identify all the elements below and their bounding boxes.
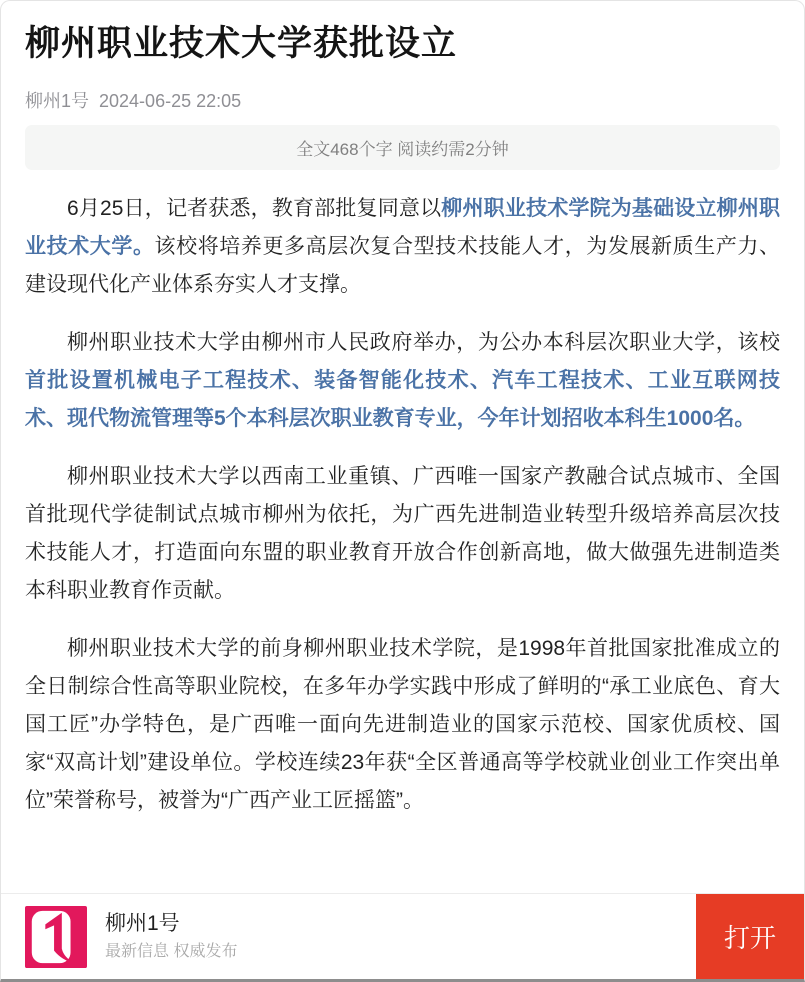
page-title: 柳州职业技术大学获批设立 bbox=[25, 24, 458, 63]
byline-source: 柳州1号 bbox=[25, 91, 90, 111]
byline bbox=[25, 89, 780, 113]
body-text: 柳州职业技术大学以西南工业重镇、广西唯一国家产教融合试点城市、全国首批现代学徒制试点城市柳州为依托，为广西先进制造业转型升级培养高层次技术技能人才，打造面向东盟的职业教育开放合作创新高地，做大做强先进制造类本科职业教育作贡献。 bbox=[25, 465, 780, 602]
open-app-button[interactable]: 打开 bbox=[696, 894, 804, 979]
article-body bbox=[25, 190, 780, 820]
app-logo-icon bbox=[25, 906, 87, 968]
byline-timestamp: 2024-06-25 22:05 bbox=[99, 91, 242, 111]
body-text: 柳州职业技术大学由柳州市人民政府举办，为公办本科层次职业大学，该校 bbox=[67, 331, 780, 354]
app-name: 柳州1号 bbox=[105, 912, 180, 935]
word-count-bar bbox=[25, 125, 780, 170]
highlighted-text: 柳州职业技术学院为基础设立柳州职业技术大学。 bbox=[25, 197, 781, 258]
article-paragraph bbox=[25, 458, 780, 610]
body-text: 柳州职业技术大学的前身柳州职业技术学院，是1998年首批国家批准成立的全日制综合性高等职业院校，在多年办学实践中形成了鲜明的“承工业底色、育大国工匠”办学特色，是广西唯一面向先进制造业的国家示范校、国家优质校、国家“双高计划”建设单位。学校连续23年获“全区普通高等学校就业创业工作突出单位”荣誉称号，被誉为“广西产业工匠摇篮”。 bbox=[25, 637, 780, 812]
article-paragraph bbox=[25, 630, 780, 820]
word-count-text: 全文468个字 阅读约需2分钟 bbox=[296, 140, 509, 159]
body-text: 6月25日，记者获悉，教育部批复同意以 bbox=[67, 197, 442, 220]
highlighted-text: 首批设置机械电子工程技术、装备智能化技术、汽车工程技术、工业互联网技术、现代物流管理等5个本科层次职业教育专业，今年计划招收本科生1000名。 bbox=[25, 369, 780, 430]
body-text: 该校将培养更多高层次复合型技术技能人才，为发展新质生产力、建设现代化产业体系夯实人才支撑。 bbox=[25, 235, 780, 296]
app-download-banner[interactable] bbox=[1, 893, 804, 979]
article-paragraph bbox=[25, 324, 780, 438]
app-info bbox=[105, 911, 237, 962]
article-paragraph bbox=[25, 190, 780, 304]
app-tagline: 最新信息 权威发布 bbox=[105, 943, 238, 960]
